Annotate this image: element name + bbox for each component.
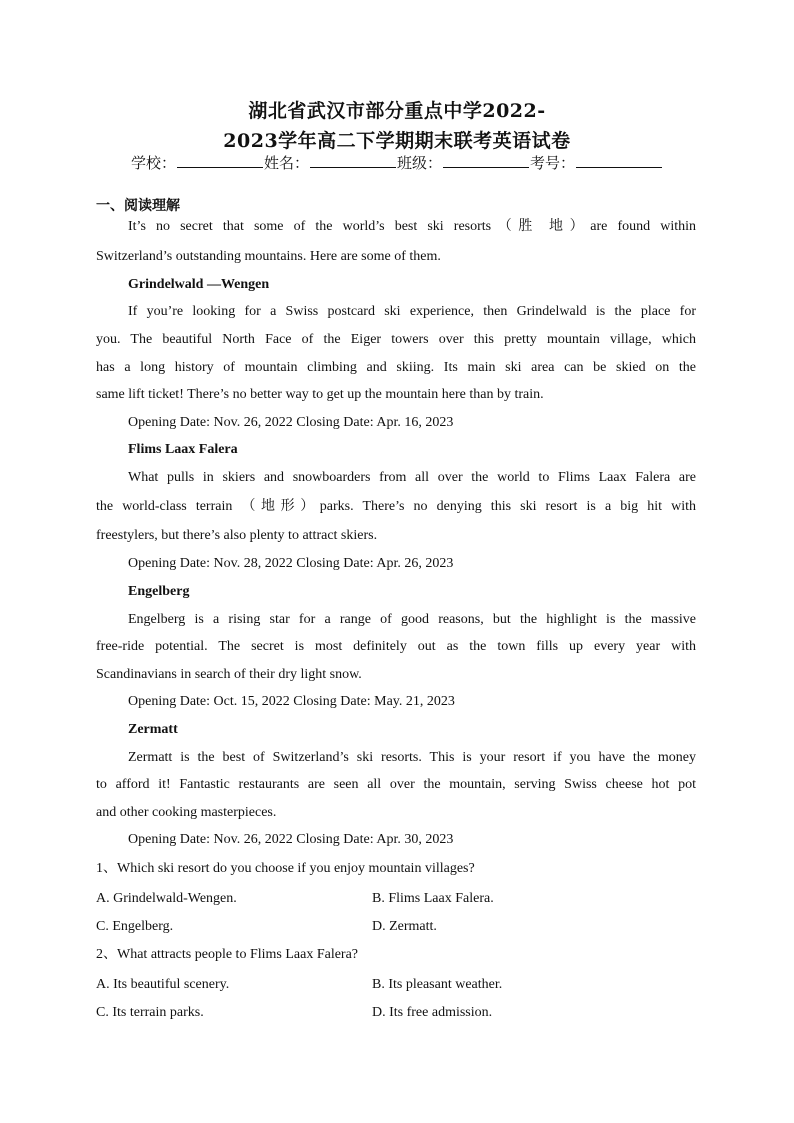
flims-line-2: the world-class terrain （地形）parks. There’s no denying this ski resort is a big hit with xyxy=(96,499,696,514)
number-blank[interactable] xyxy=(576,153,662,168)
name-blank[interactable] xyxy=(310,153,396,168)
resort-heading-zermatt: Zermatt xyxy=(128,722,178,737)
resort-heading-engelberg: Engelberg xyxy=(128,584,190,599)
engelberg-line-3: Scandinavians in search of their dry light snow. xyxy=(96,667,362,682)
class-blank[interactable] xyxy=(443,153,529,168)
question-2-stem: 2、What attracts people to Flims Laax Falera? xyxy=(96,947,359,962)
zermatt-line-3: and other cooking masterpieces. xyxy=(96,805,277,820)
zermatt-line-1: Zermatt is the best of Switzerland’s ski resorts. This is your resort if you have the money xyxy=(128,750,696,765)
grindelwald-line-1: If you’re looking for a Swiss postcard ski experience, then Grindelwald is the place for xyxy=(128,304,696,319)
exam-title-line-1: 湖北省武汉市部分重点中学2022- xyxy=(248,100,546,122)
question-1-option-a[interactable]: A. Grindelwald-Wengen. xyxy=(96,891,237,906)
flims-line-3: freestylers, but there’s also plenty to attract skiers. xyxy=(96,528,378,543)
question-2-option-d[interactable]: D. Its free admission. xyxy=(372,1005,493,1020)
zermatt-dates: Opening Date: Nov. 26, 2022 Closing Date: Apr. 30, 2023 xyxy=(128,832,454,847)
section-heading: 一、阅读理解 xyxy=(96,198,180,214)
grindelwald-line-3: has a long history of mountain climbing and skiing. Its main ski area can be skied on the xyxy=(96,360,696,375)
question-1-option-d[interactable]: D. Zermatt. xyxy=(372,919,437,934)
zermatt-line-2: to afford it! Fantastic restaurants are seen all over the mountain, serving Swiss cheese hot pot xyxy=(96,777,696,792)
question-1-stem: 1、Which ski resort do you choose if you enjoy mountain villages? xyxy=(96,861,475,876)
grindelwald-dates: Opening Date: Nov. 26, 2022 Closing Date: Apr. 16, 2023 xyxy=(128,415,454,430)
resort-heading-flims: Flims Laax Falera xyxy=(128,442,238,457)
intro-line-1: It’s no secret that some of the world’s best ski resorts（胜 地）are found within xyxy=(128,219,696,234)
student-info-row xyxy=(0,152,794,173)
question-1-option-c[interactable]: C. Engelberg. xyxy=(96,919,174,934)
school-label: 学校： xyxy=(130,154,176,172)
resort-heading-grindelwald: Grindelwald —Wengen xyxy=(128,277,270,292)
class-label: 班级： xyxy=(397,154,443,172)
engelberg-line-2: free-ride potential. The secret is most definitely out as the town fills up every year with xyxy=(96,639,696,654)
question-2-option-a[interactable]: A. Its beautiful scenery. xyxy=(96,977,230,992)
question-1-option-b[interactable]: B. Flims Laax Falera. xyxy=(372,891,494,906)
grindelwald-line-4: same lift ticket! There’s no better way to get up the mountain here than by train. xyxy=(96,387,544,402)
question-2-option-b[interactable]: B. Its pleasant weather. xyxy=(372,977,503,992)
flims-line-1: What pulls in skiers and snowboarders from all over the world to Flims Laax Falera are xyxy=(128,470,696,485)
intro-line-2: Switzerland’s outstanding mountains. Here are some of them. xyxy=(96,249,441,264)
name-label: 姓名： xyxy=(263,154,309,172)
exam-title-line-2: 2023学年高二下学期期末联考英语试卷 xyxy=(223,130,571,152)
grindelwald-line-2: you. The beautiful North Face of the Eiger towers over this pretty mountain village, which xyxy=(96,332,696,347)
question-2-option-c[interactable]: C. Its terrain parks. xyxy=(96,1005,204,1020)
engelberg-dates: Opening Date: Oct. 15, 2022 Closing Date: May. 21, 2023 xyxy=(128,694,455,709)
engelberg-line-1: Engelberg is a rising star for a range of good reasons, but the highlight is the massive xyxy=(128,612,696,627)
school-blank[interactable] xyxy=(177,153,263,168)
number-label: 考号： xyxy=(530,154,576,172)
flims-dates: Opening Date: Nov. 28, 2022 Closing Date: Apr. 26, 2023 xyxy=(128,556,454,571)
